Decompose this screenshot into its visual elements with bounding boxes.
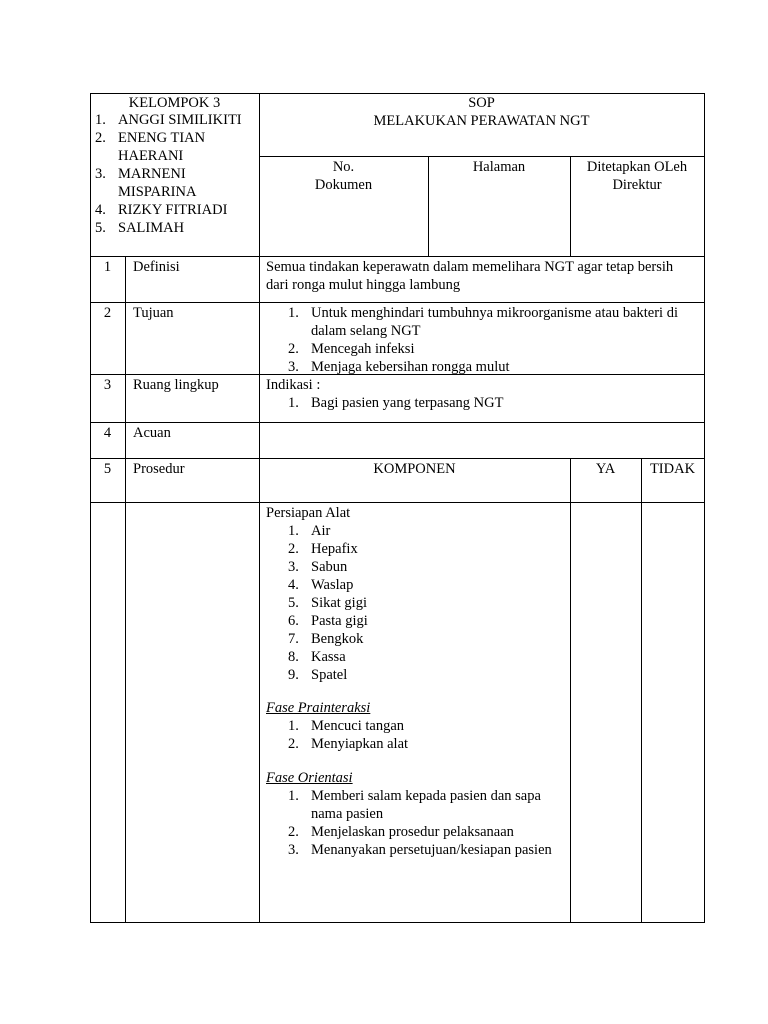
equipment-heading: Persiapan Alat — [266, 505, 351, 521]
page-label: Halaman — [472, 159, 526, 175]
list-item — [266, 394, 503, 412]
list-item-text: Pasta gigi — [311, 613, 368, 629]
table-border-bottom — [90, 922, 705, 923]
group-member — [95, 165, 242, 201]
list-item-text: Kassa — [311, 649, 346, 665]
table-border-left — [90, 93, 91, 923]
row-divider — [90, 256, 705, 257]
list-item — [266, 612, 368, 630]
row-label-tujuan: Tujuan — [133, 305, 174, 321]
list-item-text: MARNENI — [118, 166, 186, 182]
row-label-definisi: Definisi — [133, 259, 180, 275]
list-item — [266, 594, 368, 612]
list-number: 2. — [288, 341, 299, 357]
list-item-text: Hepafix — [311, 541, 358, 557]
list-item — [266, 340, 678, 358]
list-item-text: SALIMAH — [118, 220, 185, 236]
list-item — [266, 787, 552, 823]
sop-title: MELAKUKAN PERAWATAN NGT — [373, 113, 590, 129]
list-number: 8. — [288, 649, 299, 665]
list-item-text: RIZKY FITRIADI — [118, 202, 228, 218]
list-number: 4. — [288, 577, 299, 593]
indication-label: Indikasi : — [266, 377, 321, 393]
row-number: 4 — [103, 425, 112, 441]
list-number: 9. — [288, 667, 299, 683]
row-label-prosedur: Prosedur — [133, 461, 185, 477]
list-item-text: ANGGI SIMILIKITI — [118, 112, 242, 128]
list-item — [266, 358, 678, 376]
list-item — [266, 630, 368, 648]
list-item — [266, 576, 368, 594]
list-number: 2. — [288, 824, 299, 840]
list-item — [266, 558, 368, 576]
yes-header: YA — [595, 461, 616, 477]
list-item-text: HAERANI — [118, 148, 184, 164]
sop-label: SOP — [468, 95, 495, 111]
definition-text-2: dari ronga mulut hingga lambung — [266, 277, 461, 293]
row-label-acuan: Acuan — [133, 425, 171, 441]
orientation-list — [266, 787, 552, 859]
list-item-text: MISPARINA — [118, 184, 197, 200]
header-divider — [259, 156, 705, 157]
group-member — [95, 129, 242, 165]
list-item-text: Sikat gigi — [311, 595, 367, 611]
list-number: 2. — [95, 130, 106, 146]
list-number: 6. — [288, 613, 299, 629]
list-item-text: Bengkok — [311, 631, 364, 647]
list-number: 3. — [288, 559, 299, 575]
row-number: 2 — [103, 305, 112, 321]
list-item-text: ENENG TIAN — [118, 130, 206, 146]
list-number: 2. — [288, 541, 299, 557]
list-number: 5. — [288, 595, 299, 611]
list-item — [266, 717, 408, 735]
list-number: 1. — [288, 305, 299, 321]
list-number: 1. — [288, 523, 299, 539]
approved-by-label-2: Direktur — [612, 177, 662, 193]
list-item-text: Spatel — [311, 667, 348, 683]
row-number: 5 — [103, 461, 112, 477]
row-divider — [90, 302, 705, 303]
row-divider — [90, 458, 705, 459]
table-border-right — [704, 93, 705, 923]
list-item — [266, 304, 678, 340]
group-member — [95, 219, 242, 237]
list-number: 7. — [288, 631, 299, 647]
column-divider — [570, 458, 571, 923]
list-item-text: Sabun — [311, 559, 348, 575]
group-title: KELOMPOK 3 — [128, 95, 221, 111]
column-divider — [125, 256, 126, 923]
column-divider — [641, 458, 642, 923]
preinteraction-list — [266, 717, 408, 753]
list-item-text: dalam selang NGT — [311, 323, 421, 339]
row-divider — [90, 422, 705, 423]
list-number: 1. — [95, 112, 106, 128]
row-divider — [90, 502, 705, 503]
equipment-list — [266, 522, 368, 684]
list-number: 3. — [95, 166, 106, 182]
list-item — [266, 540, 368, 558]
list-number: 3. — [288, 359, 299, 375]
list-item-text: Menyiapkan alat — [311, 736, 409, 752]
objective-list — [266, 304, 678, 376]
doc-number-label: No. — [332, 159, 355, 175]
row-number: 1 — [103, 259, 112, 275]
list-number: 2. — [288, 736, 299, 752]
group-member — [95, 201, 242, 219]
list-item-text: Menanyakan persetujuan/kesiapan pasien — [311, 842, 552, 858]
group-member — [95, 111, 242, 129]
indication-list — [266, 394, 503, 412]
list-item — [266, 522, 368, 540]
definition-text: Semua tindakan keperawatn dalam memelihara NGT agar tetap bersih — [266, 259, 674, 275]
list-item-text: Memberi salam kepada pasien dan sapa — [311, 788, 541, 804]
list-item-text: nama pasien — [311, 806, 384, 822]
list-item-text: Mencegah infeksi — [311, 341, 415, 357]
list-number: 3. — [288, 842, 299, 858]
doc-number-label-2: Dokumen — [314, 177, 373, 193]
list-number: 1. — [288, 718, 299, 734]
preinteraction-heading: Fase Prainteraksi — [266, 700, 371, 716]
list-number: 5. — [95, 220, 106, 236]
list-item-text: Menjaga kebersihan rongga mulut — [311, 359, 510, 375]
no-header: TIDAK — [649, 461, 696, 477]
orientation-heading: Fase Orientasi — [266, 770, 353, 786]
list-item — [266, 823, 552, 841]
list-item-text: Waslap — [311, 577, 354, 593]
list-item-text: Menjelaskan prosedur pelaksanaan — [311, 824, 514, 840]
row-number: 3 — [103, 377, 112, 393]
list-number: 1. — [288, 788, 299, 804]
list-number: 4. — [95, 202, 106, 218]
component-header: KOMPONEN — [373, 461, 456, 477]
group-member-list — [95, 111, 242, 237]
row-label-ruang-lingkup: Ruang lingkup — [133, 377, 219, 393]
list-item — [266, 735, 408, 753]
list-item-text: Bagi pasien yang terpasang NGT — [311, 395, 504, 411]
list-item-text: Air — [311, 523, 331, 539]
list-item-text: Untuk menghindari tumbuhnya mikroorganisme atau bakteri di — [311, 305, 678, 321]
list-item — [266, 841, 552, 859]
list-item-text: Mencuci tangan — [311, 718, 405, 734]
column-divider — [259, 93, 260, 923]
list-item — [266, 648, 368, 666]
approved-by-label: Ditetapkan OLeh — [586, 159, 688, 175]
list-item — [266, 666, 368, 684]
list-number: 1. — [288, 395, 299, 411]
